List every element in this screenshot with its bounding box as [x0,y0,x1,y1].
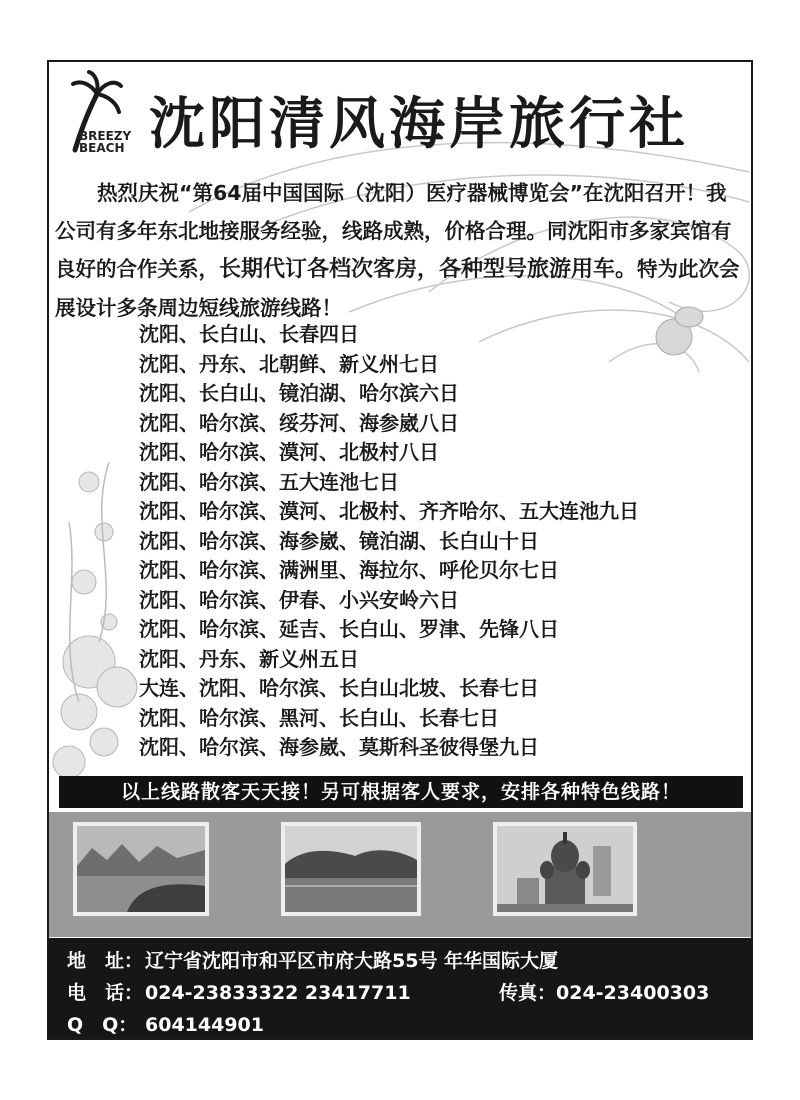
logo-line-1: BREEZY [79,129,132,143]
route-item: 沈阳、丹东、新义州五日 [139,646,359,671]
promo-banner: 以上线路散客天天接！另可根据客人要求，安排各种特色线路！ [59,776,743,808]
agency-title: 沈阳清风海岸旅行社 [149,92,689,157]
route-item: 沈阳、哈尔滨、漠河、北极村八日 [139,440,439,464]
phone-value: 024-23833322 23417711 [145,982,411,1004]
route-item: 沈阳、哈尔滨、延吉、长白山、罗津、先锋八日 [139,617,559,641]
church-photo [493,822,637,916]
photo-strip [49,812,753,937]
route-item: 沈阳、长白山、长春四日 [139,322,359,346]
flyer-frame [47,60,753,1040]
route-item: 沈阳、长白山、镜泊湖、哈尔滨六日 [139,381,459,405]
fax-value: 024-23400303 [556,982,710,1004]
qq-value: 604144901 [145,1014,264,1036]
address-value: 辽宁省沈阳市和平区市府大路55号 年华国际大厦 [145,950,559,972]
route-item: 沈阳、哈尔滨、海参崴、镜泊湖、长白山十日 [139,528,539,553]
route-item: 沈阳、哈尔滨、满洲里、海拉尔、呼伦贝尔七日 [139,558,559,582]
lake-park-photo [281,822,421,916]
intro-text-2: 特为此次会展设计多条周边短线旅游线路！ [55,257,740,320]
bay-landscape-photo [73,822,209,916]
logo-wordmark [79,130,131,154]
route-item: 沈阳、哈尔滨、漠河、北极村、齐齐哈尔、五大连池九日 [139,499,639,523]
address-row [67,946,558,973]
route-list [139,320,639,763]
route-item: 沈阳、哈尔滨、绥芬河、海参崴八日 [139,410,459,435]
route-item: 大连、沈阳、哈尔滨、长白山北坡、长春七日 [139,676,539,700]
route-item: 沈阳、哈尔滨、海参崴、莫斯科圣彼得堡九日 [139,735,539,759]
address-label: 地 址： [67,950,144,972]
contact-footer [49,938,753,1040]
route-item: 沈阳、哈尔滨、五大连池七日 [139,469,399,494]
intro-highlight: 长期代订各档次客房，各种型号旅游用车。 [219,257,638,282]
route-item: 沈阳、丹东、北朝鲜、新义州七日 [139,351,439,376]
phone-label: 电 话： [67,982,144,1004]
fax-row [499,978,709,1005]
fax-label: 传真： [499,982,557,1004]
intro-text-1: 热烈庆祝“第64届中国国际（沈阳）医疗器械博览会”在沈阳召开！我公司有多年东北地接服务经验，线路成熟，价格合理。同沈阳市多家宾馆有良好的合作关系， [55,181,732,281]
logo-line-2: BEACH [79,141,125,155]
intro-paragraph [55,174,745,327]
phone-row [67,978,411,1005]
qq-label: Q Q： [67,1014,138,1036]
route-item: 沈阳、哈尔滨、伊春、小兴安岭六日 [139,587,459,612]
route-item: 沈阳、哈尔滨、黑河、长白山、长春七日 [139,705,499,730]
qq-row [67,1010,264,1037]
